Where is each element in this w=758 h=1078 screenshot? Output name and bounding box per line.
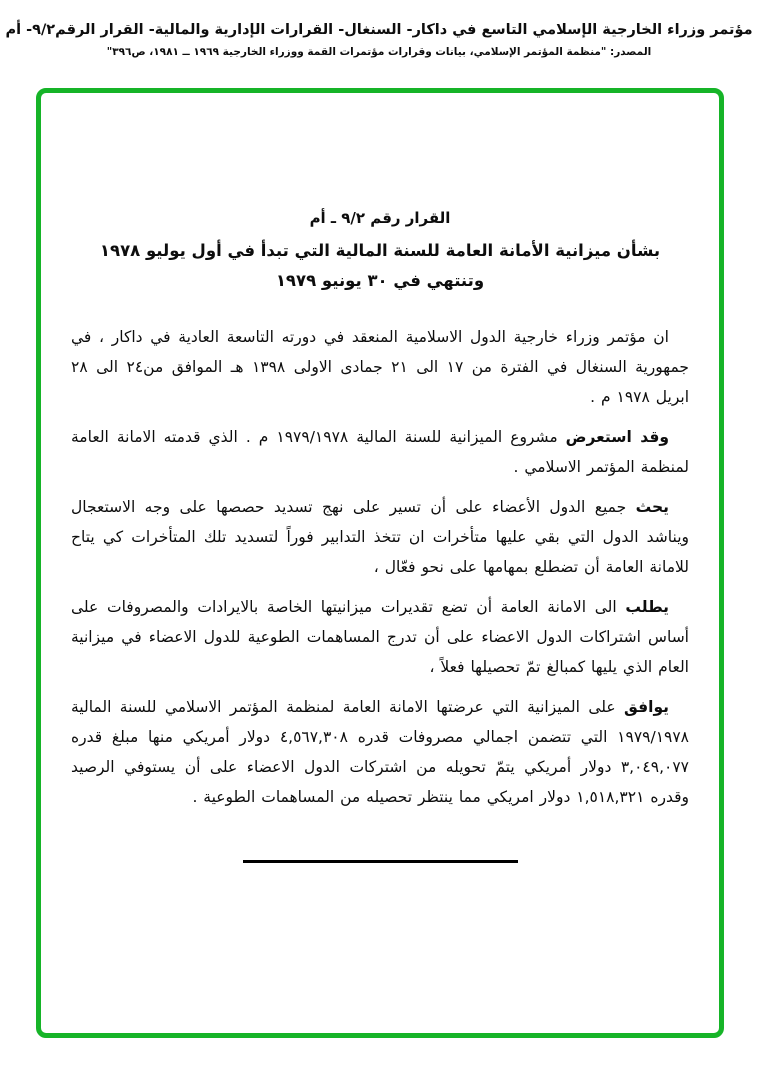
- resolution-number: القرار رقم ٩/٢ ـ أم: [309, 209, 451, 227]
- paragraph-text: جميع الدول الأعضاء على أن تسير على نهج تسديد حصصها على وجه الاستعجال ويناشد الدول التي بقي عليها متأخرات ان تتخذ التدابير فوراً لتسديد تلك المتأخرات كي يتاح للامانة العامة أن تضطلع بمهامها على نحو فعّال ،: [71, 498, 689, 576]
- paragraph: [71, 422, 689, 482]
- header-source-line: المصدر: "منظمة المؤتمر الإسلامي، بيانات وقرارات مؤتمرات القمة ووزراء الخارجية ١٩٦٩ ــ ١٩٨١، ص٣٩٦": [106, 46, 652, 58]
- paragraph-text: الى الامانة العامة أن تضع تقديرات ميزانيتها الخاصة بالايرادات والمصروفات على أساس اشتراكات الدول الاعضاء على أن تدرج المساهمات الطوعية للدول الاعضاء في ميزانية العام الذي يليها كمبالغ تمّ تحصيلها فعلاً ،: [71, 598, 689, 676]
- paragraph-lead: يطلب: [625, 598, 669, 616]
- highlight-frame: [36, 88, 724, 1038]
- paragraph-text: على الميزانية التي عرضتها الامانة العامة لمنظمة المؤتمر الاسلامي للسنة المالية ١٩٧٩/١٩٧٨ التي تتضمن اجمالي مصروفات قدره ٤,٥٦٧,٣٠٨ دولار أمريكي منها مبلغ قدره ٣,٠٤٩,٠٧٧ دولار أمريكي يتمّ تحويله من اشتركات الدول الاعضاء على أن يستوفي الرصيد وقدره ١,٥١٨,٣٢١ دولار امريكي مما ينتظر تحصيله من المساهمات الطوعية .: [71, 698, 689, 806]
- paragraph: [71, 492, 689, 582]
- resolution-body: [71, 322, 689, 812]
- paragraph-text: مشروع الميزانية للسنة المالية ١٩٧٩/١٩٧٨ م . الذي قدمته الامانة العامة لمنظمة المؤتمر الاسلامي .: [71, 428, 689, 476]
- paragraph: [71, 692, 689, 812]
- paragraph-text: ان مؤتمر وزراء خارجية الدول الاسلامية المنعقد في دورته التاسعة العادية في داكار ، في جمهورية السنغال في الفترة من ١٧ الى ٢١ جمادى الاولى ١٣٩٨ هـ الموافق من٢٤ الى ٢٨ ابريل ١٩٧٨ م .: [71, 328, 689, 406]
- header-citation-line: مؤتمر وزراء الخارجية الإسلامي التاسع في داكار- السنغال- القرارات الإدارية والمالية- القرار الرقم٩/٢- أم: [5, 22, 753, 38]
- divider: [243, 860, 518, 863]
- paragraph: [71, 592, 689, 682]
- paragraph-lead: يوافق: [624, 698, 669, 716]
- resolution-subject-line-1: بشأن ميزانية الأمانة العامة للسنة المالية التي تبدأ في أول يوليو ١٩٧٨: [99, 241, 661, 260]
- paragraph-lead: يحث: [635, 498, 669, 516]
- paragraph: [71, 322, 689, 412]
- resolution-subject-line-2: وتنتهي في ٣٠ يونيو ١٩٧٩: [275, 271, 485, 290]
- document-header: [0, 22, 758, 58]
- paragraph-lead: وقد استعرض: [565, 428, 669, 446]
